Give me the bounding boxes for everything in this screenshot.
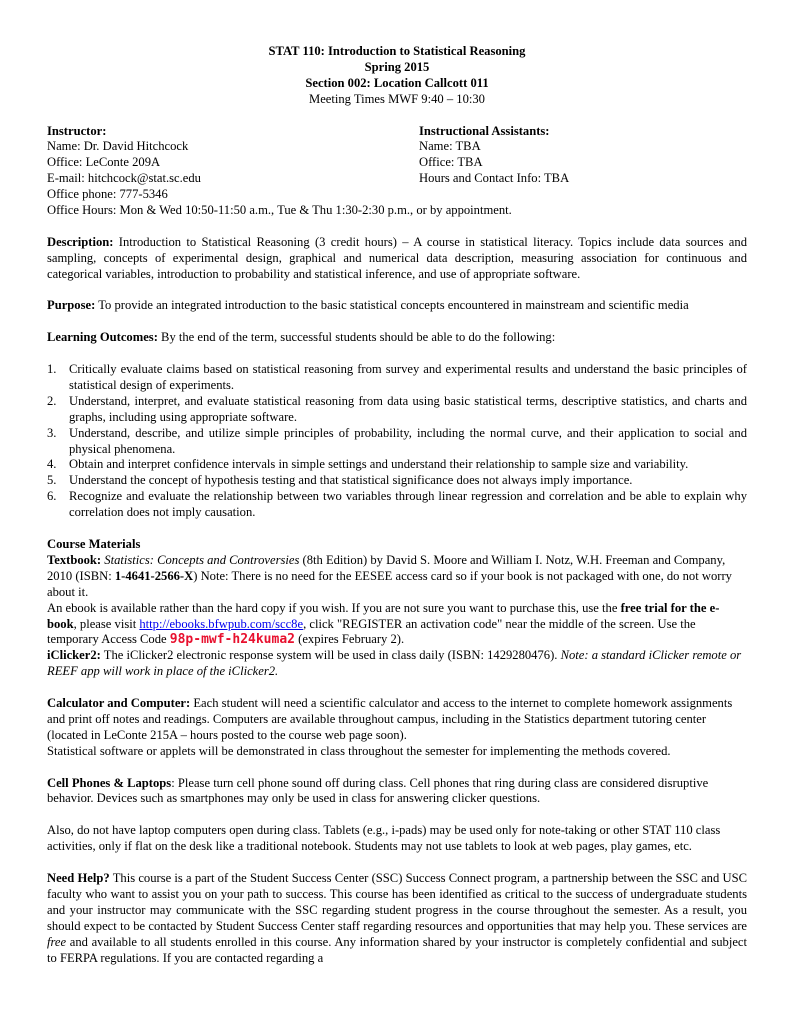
description-paragraph xyxy=(47,235,747,283)
assistants-contact: Hours and Contact Info: TBA xyxy=(419,171,570,186)
description-text: Introduction to Statistical Reasoning (3 credit hours) – A course in statistical literacy. Topics include data sources and sampling, concepts of experimental design, graphical and numerical data description, measuring association for continuous and categorical variables, introduction to probability and statistical inference, and use of appropriate software. xyxy=(47,234,747,281)
iclicker-label: iClicker2: xyxy=(47,648,101,663)
isbn: 1-4641-2566-X xyxy=(114,568,194,583)
help-text: This course is a part of the Student Success Center (SSC) Success Connect program, a partnership between the SSC and USC faculty who want to assist you on your path to success. This course has been identified as critical to the success of undergraduate students and your instructor may communicate with the SSC regarding student progress in the course throughout the semester. As a result, you should expect to be contacted by Student Success Center staff regarding resources and opportunities that may help you. These services are xyxy=(47,870,747,933)
textbook-note: ) Note: There is no need for the EESEE access card so if your book is not packaged with one, do not worry about it. xyxy=(47,568,732,599)
assistants-office: Office: TBA xyxy=(419,155,483,170)
help-paragraph xyxy=(47,871,747,966)
list-number: 1. xyxy=(47,362,57,377)
free-trial-text: free trial for the e-book xyxy=(47,600,720,631)
help-label: Need Help? xyxy=(47,870,110,885)
list-number: 5. xyxy=(47,473,57,488)
list-text: Critically evaluate claims based on statistical reasoning from survey and experimental results and understand the basic principles of statistical design of experiments. xyxy=(69,362,747,392)
calculator-paragraph xyxy=(47,696,747,744)
contact-info xyxy=(47,124,747,219)
free-text: free xyxy=(47,934,67,949)
syllabus-page xyxy=(47,44,747,966)
list-item xyxy=(47,362,747,394)
list-text: Understand, describe, and utilize simple principles of probability, including the normal curve, and their application to social and physical phenomena. xyxy=(69,425,747,456)
instructor-block xyxy=(47,124,747,219)
iclicker-text: The iClicker2 electronic response system will be used in class daily (ISBN: 1429280476). xyxy=(100,648,561,663)
ebook-text: , please visit xyxy=(73,616,140,631)
instructor-name: Name: Dr. David Hitchcock xyxy=(47,139,189,154)
laptops-paragraph: Also, do not have laptop computers open during class. Tablets (e.g., i-pads) may be used only for note-taking or other STAT 110 class activities, only if flat on the desk like a traditional notebook. Students may not use tablets to look at web pages, play games, etc. xyxy=(47,823,721,854)
textbook-label: Textbook: xyxy=(47,552,102,567)
instructor-office: Office: LeConte 209A xyxy=(47,155,161,170)
phones-paragraph xyxy=(47,776,747,808)
calculator-label: Calculator and Computer: xyxy=(47,696,191,711)
textbook-paragraph xyxy=(47,553,747,601)
phones-text: : Please turn cell phone sound off during class. Cell phones that ring during class are considered disruptive behavior. Devices such as smartphones may only be used in class for answering clicker questions. xyxy=(47,775,709,806)
list-item xyxy=(47,457,747,473)
textbook-title: Statistics: Concepts and Controversies xyxy=(104,552,300,567)
list-number: 6. xyxy=(47,489,57,504)
ebook-paragraph xyxy=(47,601,747,649)
list-text: Understand the concept of hypothesis testing and that statistical significance does not always imply importance. xyxy=(69,473,633,488)
list-item xyxy=(47,426,747,458)
instructor-phone: Office phone: 777-5346 xyxy=(47,187,168,202)
list-text: Obtain and interpret confidence intervals in simple settings and understand their relationship to sample size and variability. xyxy=(69,457,689,472)
list-text: Recognize and evaluate the relationship between two variables through linear regression and correlation and be able to explain why correlation does not imply causation. xyxy=(69,489,747,520)
iclicker-paragraph xyxy=(47,648,747,680)
purpose-label: Purpose: xyxy=(47,298,96,313)
ebook-text: An ebook is available rather than the hard copy if you wish. If you are not sure you want to purchase this, use the xyxy=(47,600,621,615)
iclicker-note: Note: a standard iClicker remote or REEF app will work in place of the iClicker2. xyxy=(47,648,742,679)
assistants-heading: Instructional Assistants: xyxy=(419,123,550,138)
section-location: Section 002: Location Callcott 011 xyxy=(305,75,489,90)
purpose-text: To provide an integrated introduction to the basic statistical concepts encountered in mainstream and scientific media xyxy=(95,298,689,313)
instructor-heading: Instructor: xyxy=(47,123,107,138)
access-code: 98p-mwf-h24kuma2 xyxy=(169,632,295,648)
ebook-text: (expires February 2). xyxy=(295,632,405,647)
list-number: 4. xyxy=(47,457,57,472)
outcomes-intro xyxy=(47,330,747,346)
list-number: 2. xyxy=(47,393,57,408)
outcomes-label: Learning Outcomes: xyxy=(47,330,158,345)
outcomes-list xyxy=(47,362,747,521)
list-item xyxy=(47,489,747,521)
instructor-hours: Office Hours: Mon & Wed 10:50-11:50 a.m., Tue & Thu 1:30-2:30 p.m., or by appointment. xyxy=(47,203,512,218)
purpose-paragraph xyxy=(47,298,747,314)
meeting-times: Meeting Times MWF 9:40 – 10:30 xyxy=(309,91,485,106)
materials-heading: Course Materials xyxy=(47,537,141,551)
phones-label: Cell Phones & Laptops xyxy=(47,775,172,790)
assistants-block xyxy=(419,124,569,188)
description-label: Description: xyxy=(47,234,114,249)
list-item xyxy=(47,394,747,426)
ebook-link[interactable]: http://ebooks.bfwpub.com/scc8e xyxy=(139,616,304,631)
software-paragraph: Statistical software or applets will be demonstrated in class throughout the semester for implementing the methods covered. xyxy=(47,743,671,758)
outcomes-text: By the end of the term, successful students should be able to do the following: xyxy=(157,330,556,345)
term: Spring 2015 xyxy=(364,59,430,74)
list-item xyxy=(47,473,747,489)
instructor-email: E-mail: hitchcock@stat.sc.edu xyxy=(47,171,201,186)
assistants-name: Name: TBA xyxy=(419,139,481,154)
textbook-info: (8th Edition) by David S. Moore and William I. Notz, W.H. Freeman and Company, 2010 (ISBN: xyxy=(47,552,726,583)
course-title: STAT 110: Introduction to Statistical Reasoning xyxy=(268,44,526,58)
list-text: Understand, interpret, and evaluate statistical reasoning from data using basic statistical terms, descriptive statistics, and charts and graphs, including using appropriate software. xyxy=(69,393,747,424)
calculator-text: Each student will need a scientific calculator and access to the internet to complete homework assignments and print off notes and readings. Computers are available throughout campus, including in the Statistics department tutoring center (located in LeConte 215A – hours posted to the course web page soon). xyxy=(47,696,733,742)
ebook-text: , click "REGISTER an activation code" near the middle of the screen. Use the temporary Access Code xyxy=(47,616,696,647)
help-text: and available to all students enrolled in this course. Any information shared by your instructor is completely confidential and subject to FERPA regulations. If you are contacted regarding a xyxy=(47,934,747,965)
list-number: 3. xyxy=(47,425,57,440)
